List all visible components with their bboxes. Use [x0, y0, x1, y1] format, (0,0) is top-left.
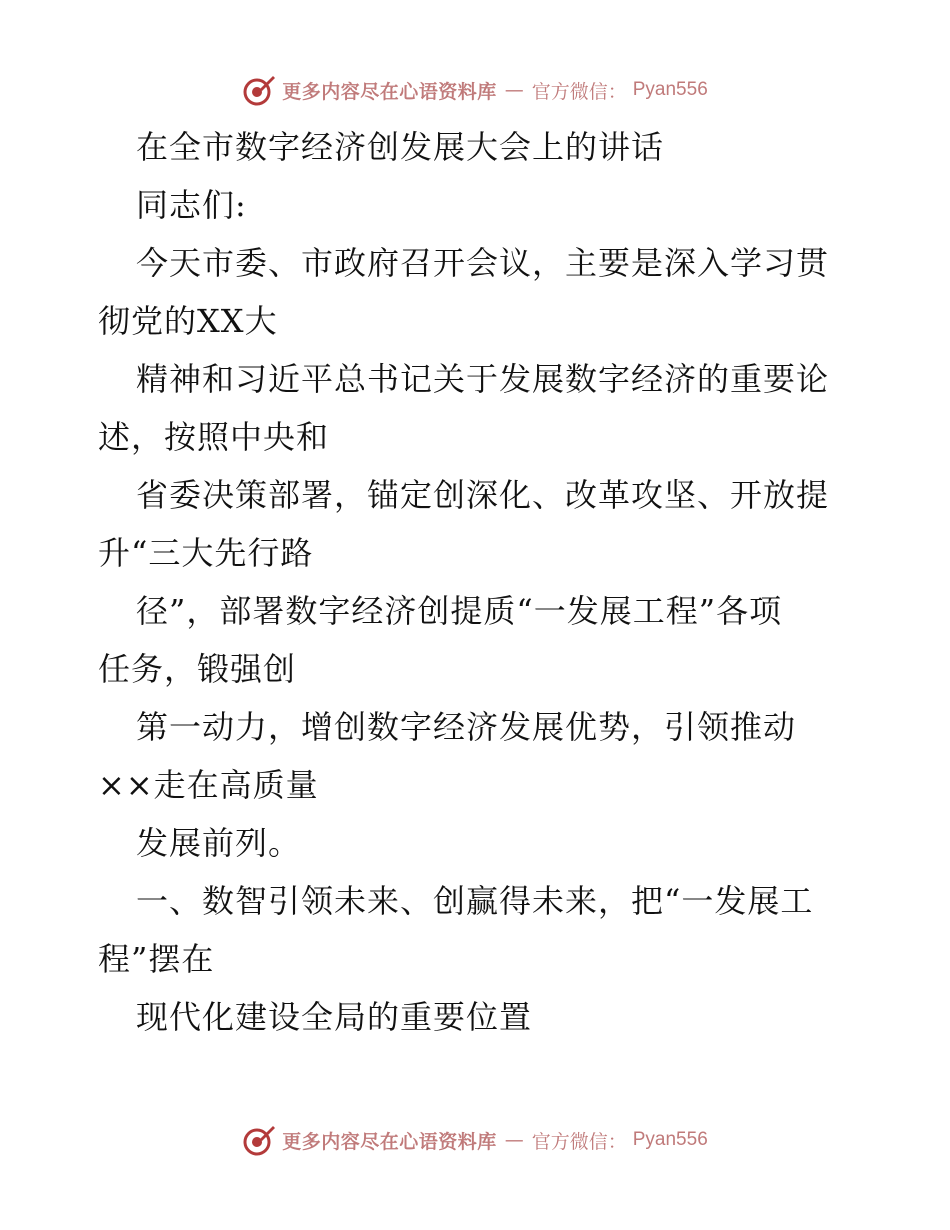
pen-logo-icon — [242, 73, 276, 107]
document-body — [98, 118, 858, 1046]
watermark-contact-id: Pyan556 — [632, 1129, 708, 1150]
pen-logo-icon — [242, 1123, 276, 1157]
watermark-separator: — — [504, 79, 524, 101]
paragraph-line: 彻党的XX大 — [98, 302, 278, 340]
paragraph-line: 省委决策部署，锚定创深化、改革攻坚、开放提 — [136, 476, 830, 514]
paragraph-line: 任务，锻强创 — [98, 650, 297, 688]
watermark-contact-id: Pyan556 — [632, 79, 708, 100]
document-title: 在全市数字经济创发展大会上的讲话 — [136, 128, 665, 166]
footer-watermark — [0, 1120, 950, 1160]
watermark-contact-label: 官方微信： — [531, 80, 627, 103]
paragraph-line: 径”，部署数字经济创提质“一发展工程”各项 — [136, 592, 783, 630]
section-heading-line: 现代化建设全局的重要位置 — [136, 998, 533, 1036]
paragraph-line: 发展前列。 — [136, 824, 302, 862]
section-heading-line: 程”摆在 — [98, 940, 215, 978]
watermark-text: 更多内容尽在心语资料库 — [282, 1130, 497, 1153]
paragraph-line: 升“三大先行路 — [98, 534, 314, 572]
paragraph-line: 精神和习近平总书记关于发展数字经济的重要论 — [136, 360, 830, 398]
salutation: 同志们: — [136, 186, 247, 224]
watermark-separator: — — [504, 1129, 524, 1151]
paragraph-line: 今天市委、市政府召开会议，主要是深入学习贯 — [136, 244, 830, 282]
watermark-contact-label: 官方微信： — [531, 1130, 627, 1153]
paragraph-line: 述，按照中央和 — [98, 418, 330, 456]
header-watermark — [0, 70, 950, 110]
paragraph-line: ××走在高质量 — [98, 766, 319, 804]
watermark-text: 更多内容尽在心语资料库 — [282, 80, 497, 103]
paragraph-line: 第一动力，增创数字经济发展优势，引领推动 — [136, 708, 797, 746]
section-heading-line: 一、数智引领未来、创赢得未来，把“一发展工 — [136, 882, 814, 920]
